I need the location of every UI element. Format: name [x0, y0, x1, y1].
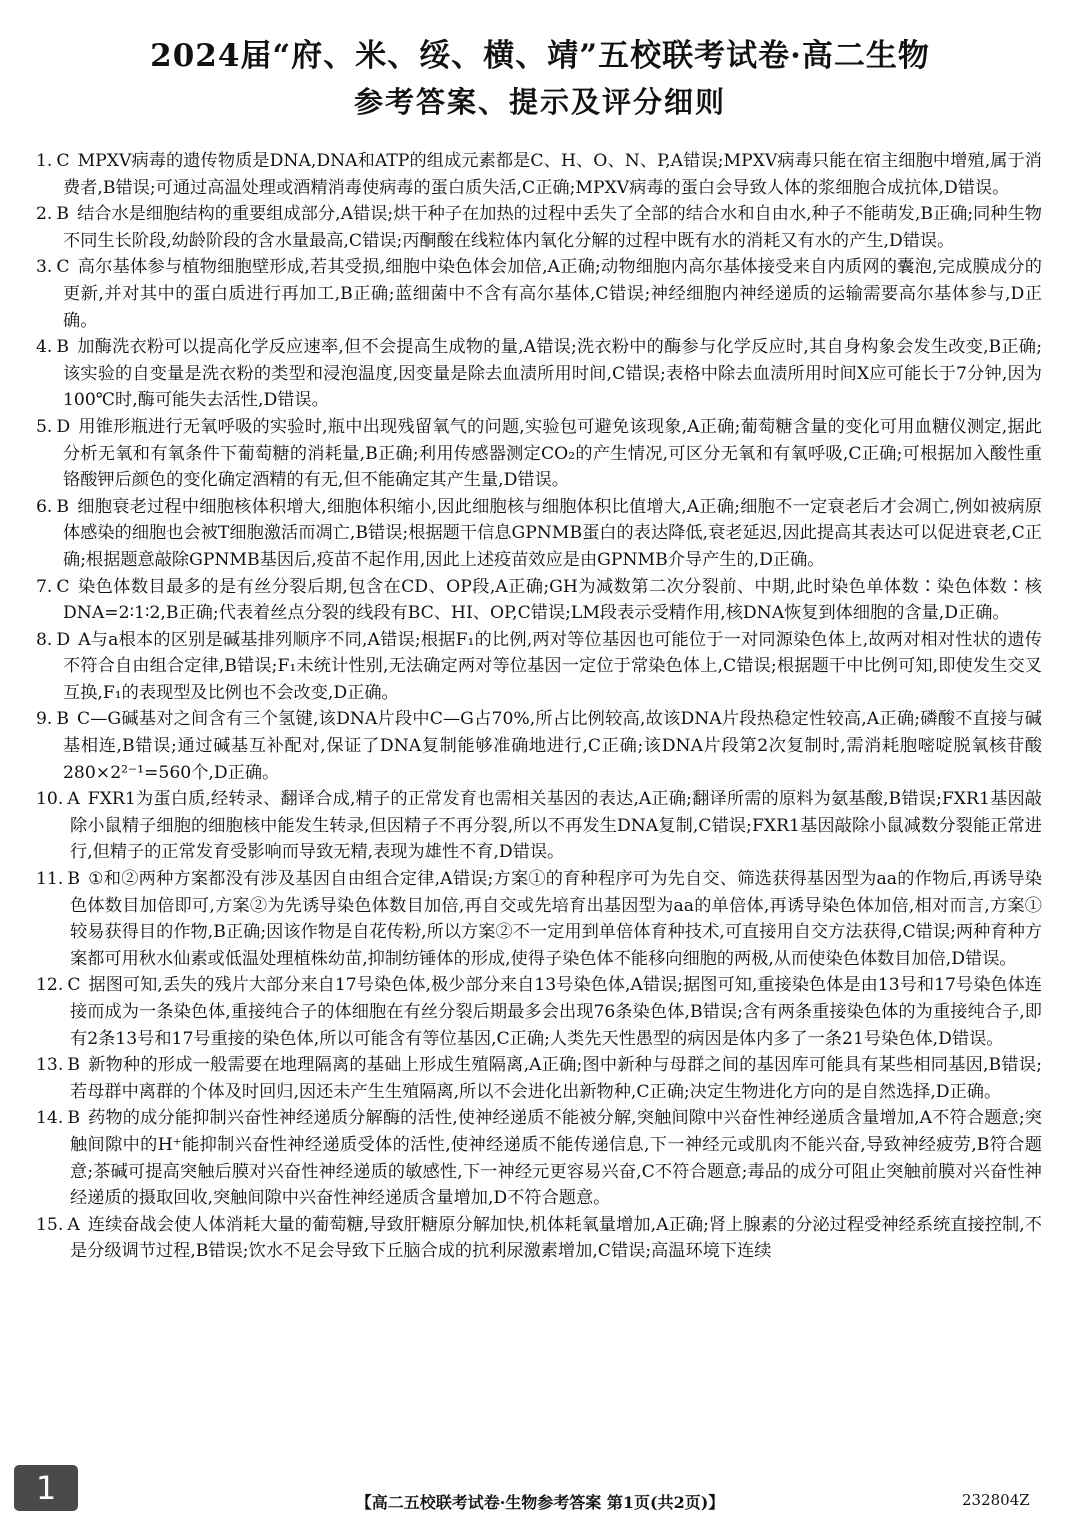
answer-item: [36, 201, 1042, 254]
answer-item: [36, 148, 1042, 201]
question-number: 11.: [36, 869, 64, 890]
answer-explanation: ①和②两种方案都没有涉及基因自由组合定律,A错误;方案①的育种程序可为先自交、筛选获得基因型为aa的作物后,再诱导染色体数目加倍即可,方案②为先诱导染色体数目加倍,再自交或先培育出基因型为aa的单倍体,再诱导染色体加倍,相对而言,方案①较易获得目的作物,B正确;因该作物是自花传粉,所以方案②不一定用到单倍体育种技术,可直接用自交方法获得,C错误;两种育种方案都可用秋水仙素或低温处理植株幼苗,抑制纺锤体的形成,使得子染色体不能移向细胞的两极,从而使染色体数目加倍,D错误。: [70, 869, 1042, 969]
answer-explanation: 新物种的形成一般需要在地理隔离的基础上形成生殖隔离,A正确;图中新种与母群之间的基因库可能具有某些相同基因,B错误;若母群中离群的个体及时回归,因还未产生生殖隔离,所以不会进化出新物种,C正确;决定生物进化方向的是自然选择,D正确。: [70, 1055, 1042, 1102]
answer-item: [36, 866, 1042, 972]
answer-item: [36, 494, 1042, 574]
answer-explanation: 连续奋战会使人体消耗大量的葡萄糖,导致肝糖原分解加快,机体耗氧量增加,A正确;肾上腺素的分泌过程受神经系统直接控制,不是分级调节过程,B错误;饮水不足会导致下丘脑合成的抗利尿激素增加,C错误;高温环境下连续: [70, 1214, 1042, 1262]
question-number: 8.: [36, 629, 53, 650]
footer-exam-code: 232804Z: [962, 1491, 1030, 1509]
question-number: 10.: [36, 789, 64, 810]
answer-explanation: 细胞衰老过程中细胞核体积增大,细胞体积缩小,因此细胞核与细胞体积比值增大,A正确;细胞不一定衰老后才会凋亡,例如被病原体感染的细胞也会被T细胞激活而凋亡,B错误;根据题干信息GPNMB蛋白的表达降低,衰老延迟,因此提高其表达可以促进衰老,C正确;根据题意敲除GPNMB基因后,疫苗不起作用,因此上述疫苗效应是由GPNMB介导产生的,D正确。: [63, 496, 1042, 570]
answer-key-subtitle: 参考答案、提示及评分细则: [353, 85, 726, 119]
answer-explanation: MPXV病毒的遗传物质是DNA,DNA和ATP的组成元素都是C、H、O、N、P,A错误;MPXV病毒只能在宿主细胞中增殖,属于消费者,B错误;可通过高温处理或酒精消毒使病毒的蛋白质失活,C正确;MPXV病毒的蛋白会导致人体的浆细胞合成抗体,D错误。: [63, 151, 1042, 198]
answer-choice: C: [56, 257, 70, 278]
answer-explanation: 药物的成分能抑制兴奋性神经递质分解酶的活性,使神经递质不能被分解,突触间隙中兴奋性神经递质含量增加,A不符合题意;突触间隙中的H⁺能抑制兴奋性神经递质受体的活性,使神经递质不能传递信息,下一神经元或肌肉不能兴奋,导致神经疲劳,B符合题意;茶碱可提高突触后膜对兴奋性神经递质的敏感性,下一神经元更容易兴奋,C不符合题意;毒品的成分可阻止突触前膜对兴奋性神经递质的摄取回收,突触间隙中兴奋性神经递质含量增加,D不符合题意。: [70, 1108, 1042, 1209]
answer-explanation: FXR1为蛋白质,经转录、翻译合成,精子的正常发育也需相关基因的表达,A正确;翻译所需的原料为氨基酸,B错误;FXR1基因敲除小鼠精子细胞的细胞核中能发生转录,但因精子不再分裂,所以不再发生DNA复制,C错误;FXR1基因敲除小鼠减数分裂能正常进行,但精子的正常发育受影响而导致无精,表现为雄性不育,D错误。: [70, 789, 1042, 863]
answer-item: [36, 706, 1042, 786]
footer-page-info: 【高二五校联考试卷·生物参考答案 第1页(共2页)】: [355, 1493, 725, 1512]
answer-list: [36, 148, 1042, 1265]
answer-choice: B: [56, 709, 70, 730]
question-number: 2.: [36, 204, 53, 225]
answer-choice: C: [56, 576, 70, 597]
answer-item: [36, 786, 1042, 866]
question-number: 3.: [36, 257, 53, 278]
answer-choice: C: [56, 151, 70, 171]
answer-choice: A: [67, 789, 80, 810]
answer-choice: D: [56, 629, 71, 650]
question-number: 5.: [36, 416, 53, 437]
question-number: 9.: [36, 709, 53, 730]
answer-explanation: C—G碱基对之间含有三个氢键,该DNA片段中C—G占70%,所占比例较高,故该DNA片段热稳定性较高,A正确;磷酸不直接与碱基相连,B错误;通过碱基互补配对,保证了DNA复制能够准确地进行,C正确;该DNA片段第2次复制时,需消耗胞嘧啶脱氧核苷酸280×2²⁻¹=560个,D正确。: [63, 709, 1042, 783]
answer-explanation: 染色体数目最多的是有丝分裂后期,包含在CD、OP段,A正确;GH为减数第二次分裂前、中期,此时染色单体数∶染色体数∶核DNA=2∶1∶2,B正确;代表着丝点分裂的线段有BC、HI、OP,C错误;LM段表示受精作用,核DNA恢复到体细胞的含量,D正确。: [63, 576, 1042, 624]
question-number: 4.: [36, 337, 53, 358]
answer-explanation: 加酶洗衣粉可以提高化学反应速率,但不会提高生成物的量,A错误;洗衣粉中的酶参与化学反应时,其自身构象会发生改变,B正确;该实验的自变量是洗衣粉的类型和浸泡温度,因变量是除去血渍所用时间,C错误;表格中除去血渍所用时间X应可能长于7分钟,因为100℃时,酶可能失去活性,D错误。: [63, 337, 1042, 411]
answer-choice: B: [56, 496, 70, 517]
answer-explanation: A与a根本的区别是碱基排列顺序不同,A错误;根据F₁的比例,两对等位基因也可能位于一对同源染色体上,故两对相对性状的遗传不符合自由组合定律,B错误;F₁未统计性别,无法确定两对等位基因一定位于常染色体上,C错误;根据题干中比例可知,即使发生交叉互换,F₁的表现型及比例也不会改变,D正确。: [63, 629, 1042, 703]
answer-explanation: 据图可知,丢失的残片大部分来自17号染色体,极少部分来自13号染色体,A错误;据图可知,重接染色体是由13号和17号染色体连接而成为一条染色体,重接纯合子的体细胞在有丝分裂后期最多会出现76条染色体,B错误;含有两条重接染色体的为重接纯合子,即有2条13号和17号重接的染色体,所以可能含有等位基因,C正确;人类先天性愚型的病因是体内多了一条21号染色体,D错误。: [70, 975, 1042, 1049]
answer-choice: C: [67, 975, 81, 996]
question-number: 13.: [36, 1055, 64, 1076]
answer-item: [36, 1105, 1042, 1211]
answer-item: [36, 972, 1042, 1052]
answer-choice: B: [56, 337, 70, 358]
answer-item: [36, 1212, 1042, 1265]
answer-explanation: 高尔基体参与植物细胞壁形成,若其受损,细胞中染色体会加倍,A正确;动物细胞内高尔基体接受来自内质网的囊泡,完成膜成分的更新,并对其中的蛋白质进行再加工,B正确;蓝细菌中不含有高尔基体,C错误;神经细胞内神经递质的运输需要高尔基体参与,D正确。: [63, 257, 1042, 331]
answer-item: [36, 1052, 1042, 1105]
question-number: 12.: [36, 975, 64, 996]
question-number: 1.: [36, 151, 53, 171]
exam-title: 2024届“府、米、绥、横、靖”五校联考试卷·高二生物: [150, 38, 930, 74]
page-number-badge: 1: [14, 1465, 78, 1511]
answer-choice: A: [67, 1214, 80, 1235]
answer-item: [36, 627, 1042, 707]
answer-explanation: 用锥形瓶进行无氧呼吸的实验时,瓶中出现残留氧气的问题,实验包可避免该现象,A正确;葡萄糖含量的变化可用血糖仪测定,据此分析无氧和有氧条件下葡萄糖的消耗量,B正确;利用传感器测定CO₂的产生情况,可区分无氧和有氧呼吸,C正确;可根据加入酸性重铬酸钾后颜色的变化确定酒精的有无,但不能确定其产生量,D错误。: [63, 416, 1042, 491]
answer-item: [36, 574, 1042, 627]
question-number: 14.: [36, 1108, 64, 1129]
answer-choice: B: [56, 204, 70, 225]
answer-item: [36, 334, 1042, 414]
answer-item: [36, 254, 1042, 334]
answer-item: [36, 414, 1042, 494]
answer-choice: D: [56, 416, 71, 437]
question-number: 6.: [36, 496, 53, 517]
answer-explanation: 结合水是细胞结构的重要组成部分,A错误;烘干种子在加热的过程中丢失了全部的结合水和自由水,种子不能萌发,B正确;同种生物不同生长阶段,幼龄阶段的含水量最高,C错误;丙酮酸在线粒体内氧化分解的过程中既有水的消耗又有水的产生,D错误。: [63, 204, 1042, 251]
answer-choice: B: [67, 1108, 80, 1129]
answer-choice: B: [67, 1055, 80, 1076]
answer-choice: B: [67, 869, 80, 890]
question-number: 7.: [36, 576, 53, 597]
question-number: 15.: [36, 1214, 64, 1235]
